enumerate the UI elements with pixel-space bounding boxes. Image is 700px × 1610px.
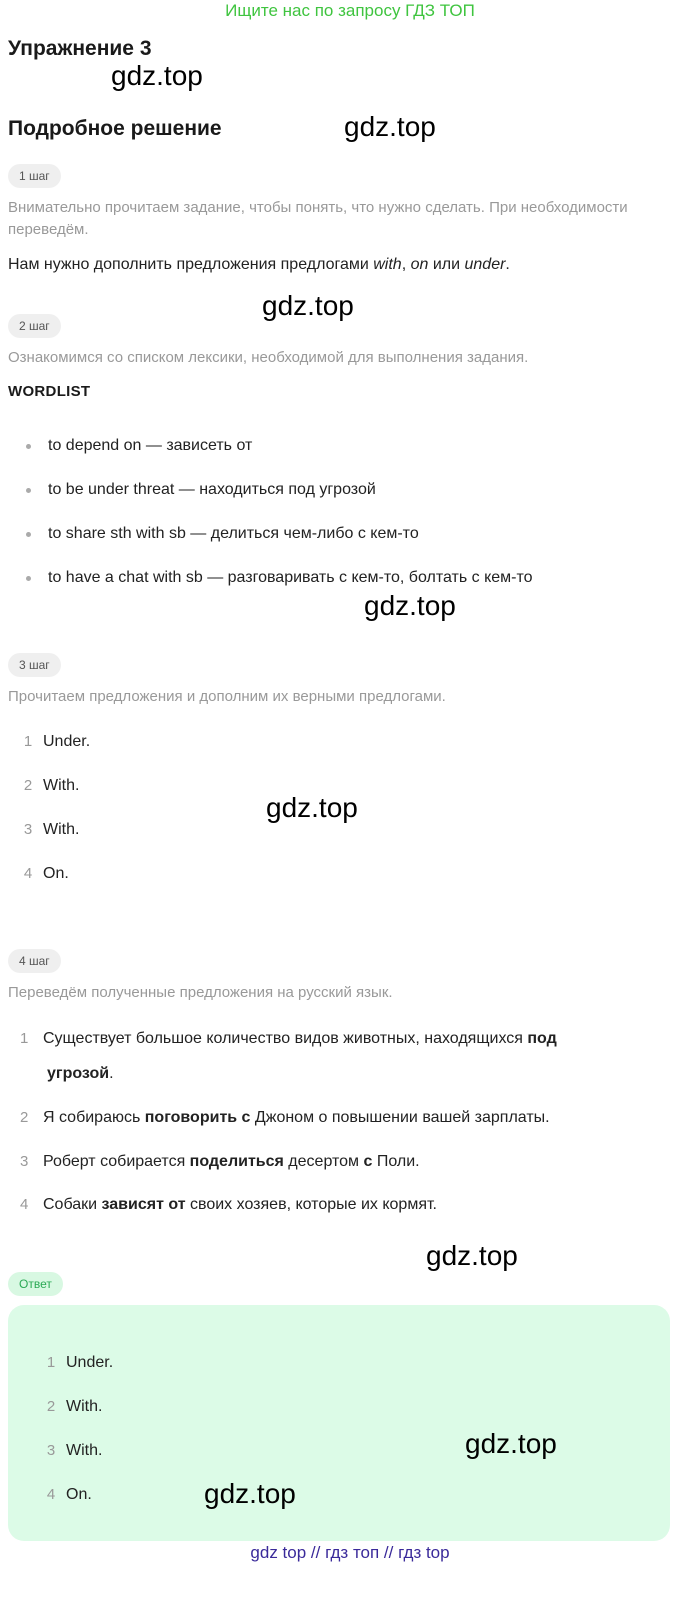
watermark: gdz.top bbox=[266, 792, 358, 823]
step-1-hint: Внимательно прочитаем задание, чтобы понять, что нужно сделать. При необходимости переведём. bbox=[8, 199, 628, 238]
answer-item: 2 With. bbox=[46, 1398, 103, 1415]
step-badge-2: 2 шаг bbox=[8, 314, 61, 338]
watermark: gdz.top bbox=[204, 1478, 296, 1509]
step-badge-1: 1 шаг bbox=[8, 164, 61, 188]
step-2-hint: Ознакомимся со списком лексики, необходимой для выполнения задания. bbox=[8, 349, 529, 366]
wordlist-item: to have a chat with sb — разговаривать с кем-то, болтать с кем-то bbox=[26, 567, 533, 589]
watermark: gdz.top bbox=[426, 1240, 518, 1271]
step-badge-4: 4 шаг bbox=[8, 949, 61, 973]
solution-heading: Подробное решение bbox=[8, 117, 222, 140]
footer-links[interactable]: gdz top // гдз топ // гдз top bbox=[250, 1543, 450, 1562]
list-item: 2 With. bbox=[23, 777, 80, 794]
watermark: gdz.top bbox=[262, 290, 354, 321]
bullet-icon bbox=[26, 532, 31, 537]
step-badge-3: 3 шаг bbox=[8, 653, 61, 677]
translation-item: 3 Роберт собирается поделиться десертом с Поли. bbox=[20, 1153, 420, 1170]
answer-box bbox=[8, 1305, 670, 1541]
bullet-icon bbox=[26, 576, 31, 581]
answer-item: 3 With. bbox=[46, 1442, 103, 1459]
answer-item: 1 Under. bbox=[46, 1354, 114, 1371]
watermark: gdz.top bbox=[111, 60, 203, 91]
translation-item: 2 Я собираюсь поговорить с Джоном о повышении вашей зарплаты. bbox=[20, 1109, 550, 1126]
list-item: 4 On. bbox=[23, 865, 69, 882]
watermark: gdz.top bbox=[465, 1428, 557, 1459]
translation-item-continued: угрозой. bbox=[47, 1065, 114, 1082]
page-title: Упражнение 3 bbox=[8, 37, 152, 60]
bullet-icon bbox=[26, 444, 31, 449]
wordlist-item: to be under threat — находиться под угрозой bbox=[26, 479, 376, 501]
wordlist-item: to share sth with sb — делиться чем-либо с кем-то bbox=[26, 523, 419, 545]
list-item: 3 With. bbox=[23, 821, 80, 838]
watermark: gdz.top bbox=[364, 590, 456, 621]
search-hint-banner: Ищите нас по запросу ГДЗ ТОП bbox=[225, 1, 475, 20]
step-4-hint: Переведём полученные предложения на русский язык. bbox=[8, 984, 393, 1001]
answer-item: 4 On. bbox=[46, 1486, 92, 1503]
list-item: 1 Under. bbox=[23, 733, 91, 750]
wordlist-item: to depend on — зависеть от bbox=[26, 435, 252, 457]
wordlist-title: WORDLIST bbox=[8, 383, 91, 400]
translation-item: 4 Собаки зависят от своих хозяев, которые их кормят. bbox=[20, 1196, 437, 1213]
step-3-hint: Прочитаем предложения и дополним их верными предлогами. bbox=[8, 688, 446, 705]
watermark: gdz.top bbox=[344, 111, 436, 142]
step-1-text: Нам нужно дополнить предложения предлогами with, on или under. bbox=[8, 256, 510, 273]
answer-badge: Ответ bbox=[8, 1272, 63, 1296]
bullet-icon bbox=[26, 488, 31, 493]
translation-item: 1 Существует большое количество видов животных, находящихся под bbox=[20, 1030, 557, 1047]
